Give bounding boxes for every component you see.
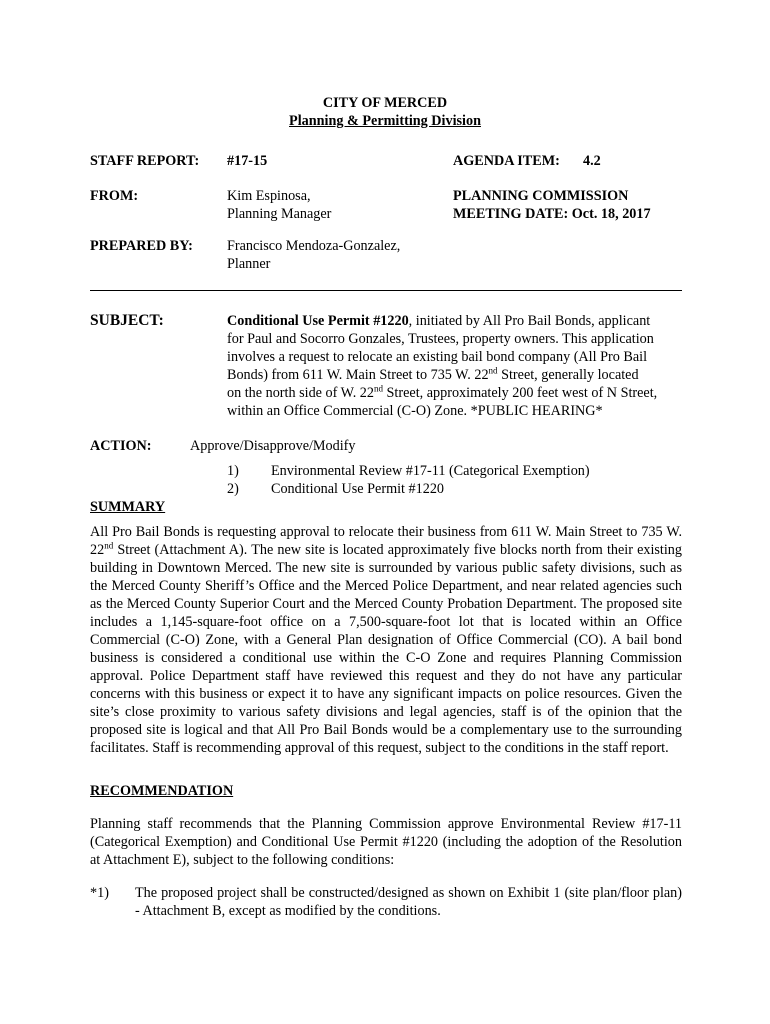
subject-text <box>227 312 682 420</box>
action-item-text: Conditional Use Permit #1220 <box>271 481 445 497</box>
subject-line6: within an Office Commercial (C-O) Zone. *PUBLIC HEARING* <box>227 403 603 419</box>
recommendation-paragraph: Planning staff recommends that the Planning Commission approve Environmental Review #17-11 (Categorical Exemption) and Conditional Use Permit #1220 (including the adoption of the Resolution at Attachment E), subject to the following conditions: <box>90 816 682 868</box>
agenda-item-label: AGENDA ITEM: <box>453 153 560 169</box>
agenda-item-value: 4.2 <box>583 153 601 169</box>
action-item-num: 1) <box>227 463 239 479</box>
subject-line5: on the north side of W. 22nd Street, approximately 200 feet west of N Street, <box>227 383 658 401</box>
prepared-by-label: PREPARED BY: <box>90 238 193 254</box>
recommendation-heading: RECOMMENDATION <box>90 783 234 799</box>
subject-line3: involves a request to relocate an existing bail bond company (All Pro Bail <box>227 349 648 365</box>
commission-label: PLANNING COMMISSION <box>453 188 629 204</box>
action-label: ACTION: <box>90 438 152 454</box>
staff-report-value: #17-15 <box>227 153 268 169</box>
summary-paragraph: All Pro Bail Bonds is requesting approval to relocate their business from 611 W. Main Street to 735 W. 22nd Street (Attachment A). The new site is located approximately five blocks north from their existing building in Downtown Merced. The new site is surrounded by various public safety divisions, such as the Merced County Sheriff’s Office and the Merced Police Department, and near related agencies such as the Merced County Superior Court and the Merced County Probation Department. The proposed site includes a 1,145-square-foot office on a 7,500-square-foot lot that is located within an Office Commercial (C-O) Zone, with a General Plan designation of Office Commercial (CO). A bail bond business is considered a conditional use within the C-O Zone and requires Planning Commission approval. Police Department staff have reviewed this request and they do not have any particular concerns with this business or expect it to have any significant impacts on police resources. Given the site’s close proximity to various safety divisions and legal agencies, staff is of the opinion that the proposed site is logical and that All Pro Bail Bonds would be a complementary use to the surrounding facilitates. Staff is recommending approval of this request, subject to the conditions in the staff report. <box>90 524 682 756</box>
action-item-num: 2) <box>227 481 239 497</box>
divider-rule <box>90 290 682 291</box>
condition-number: *1) <box>90 885 109 901</box>
prepared-by-title: Planner <box>227 256 271 272</box>
summary-heading: SUMMARY <box>90 499 166 515</box>
action-item-text: Environmental Review #17-11 (Categorical Exemption) <box>271 463 590 479</box>
from-label: FROM: <box>90 188 139 204</box>
condition-text: The proposed project shall be constructed/designed as shown on Exhibit 1 (site plan/floor plan) - Attachment B, except as modified by the conditions. <box>135 885 682 919</box>
subject-line1: , initiated by All Pro Bail Bonds, applicant <box>408 313 651 329</box>
from-name: Kim Espinosa, <box>227 188 311 204</box>
subject-label: SUBJECT: <box>90 312 164 329</box>
subject-line4: Bonds) from 611 W. Main Street to 735 W. 22nd Street, generally located <box>227 365 639 383</box>
subject-lead: Conditional Use Permit #1220 <box>227 313 409 329</box>
action-text: Approve/Disapprove/Modify <box>190 438 356 454</box>
prepared-by-name: Francisco Mendoza-Gonzalez, <box>227 238 401 254</box>
from-title: Planning Manager <box>227 206 332 222</box>
staff-report-label: STAFF REPORT: <box>90 153 200 169</box>
subject-line2: for Paul and Socorro Gonzales, Trustees, property owners. This application <box>227 331 654 347</box>
division-title: Planning & Permitting Division <box>289 113 481 129</box>
meeting-date: MEETING DATE: Oct. 18, 2017 <box>453 206 651 222</box>
city-title: CITY OF MERCED <box>322 95 448 111</box>
